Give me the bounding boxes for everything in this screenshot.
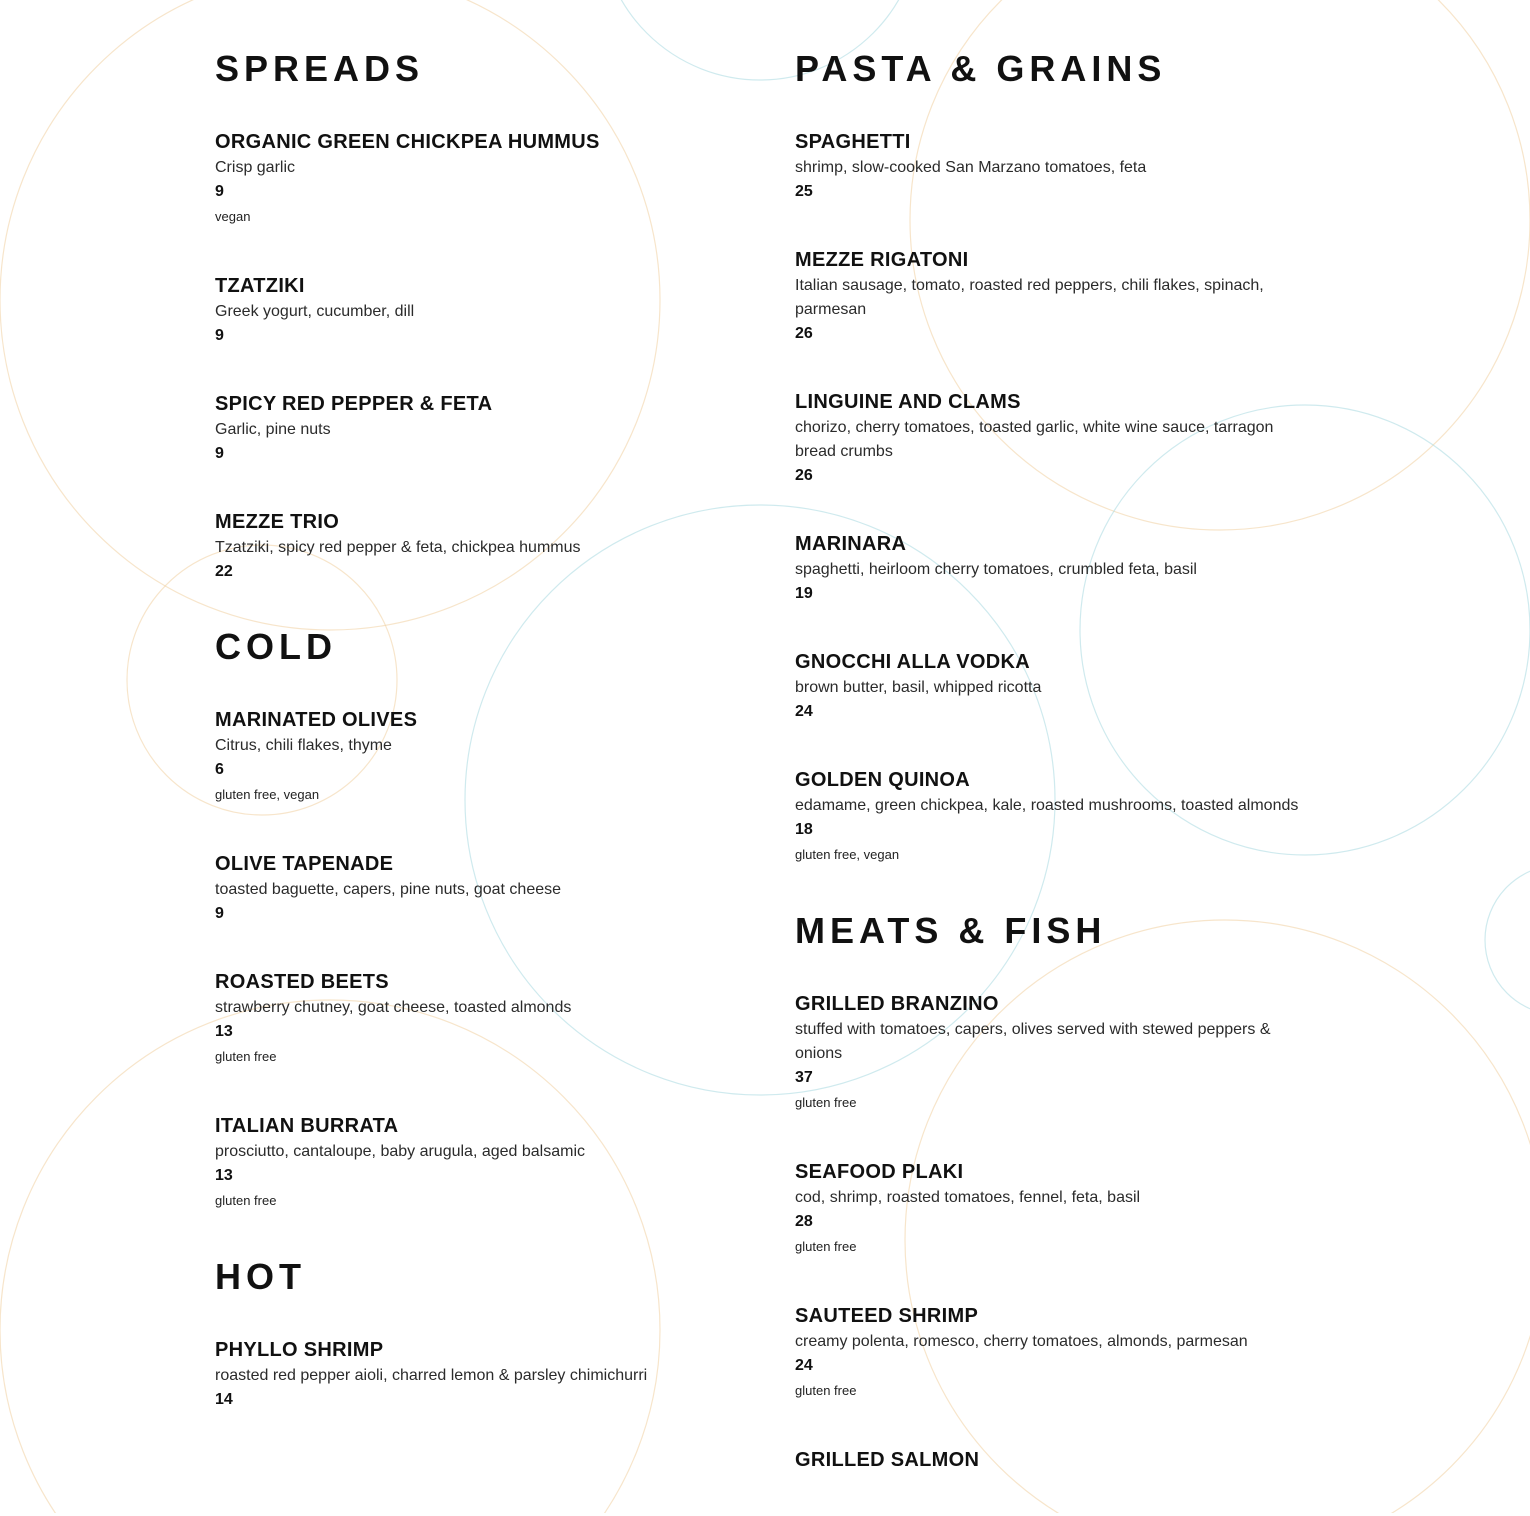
decor-circle xyxy=(1485,865,1530,1015)
menu-item xyxy=(215,1112,715,1214)
menu-item-description: cod, shrimp, roasted tomatoes, fennel, feta, basil xyxy=(795,1189,1141,1206)
menu-item xyxy=(215,508,715,584)
menu-item-name: SEAFOOD PLAKI xyxy=(795,1161,964,1183)
menu-item-description: Italian sausage, tomato, roasted red peppers, chili flakes, spinach, parmesan xyxy=(795,277,1264,318)
menu-item-name: ORGANIC GREEN CHICKPEA HUMMUS xyxy=(215,131,600,153)
menu-item-description: Garlic, pine nuts xyxy=(215,421,331,438)
menu-item xyxy=(215,272,715,348)
menu-item-price: 6 xyxy=(215,761,224,778)
menu-item-price: 9 xyxy=(215,327,224,344)
menu-item-description: Crisp garlic xyxy=(215,159,296,176)
section-title: HOT xyxy=(215,1256,306,1297)
menu-item-price: 14 xyxy=(215,1391,233,1408)
menu-item-description: strawberry chutney, goat cheese, toasted almonds xyxy=(215,999,572,1016)
menu-item-name: MEZZE TRIO xyxy=(215,511,340,533)
menu-item-price: 19 xyxy=(795,585,813,602)
menu-item-description: shrimp, slow-cooked San Marzano tomatoes, feta xyxy=(795,159,1147,176)
menu-item-description: Tzatziki, spicy red pepper & feta, chickpea hummus xyxy=(215,539,581,556)
menu-item-list xyxy=(795,128,1315,868)
menu-section xyxy=(215,48,715,584)
menu-item-price: 25 xyxy=(795,183,813,200)
menu-item-description: toasted baguette, capers, pine nuts, goat cheese xyxy=(215,881,562,898)
menu-item-name: SAUTEED SHRIMP xyxy=(795,1305,979,1327)
section-title: MEATS & FISH xyxy=(795,910,1107,951)
menu-item-description: roasted red pepper aioli, charred lemon & parsley chimichurri xyxy=(215,1367,648,1384)
menu-item-name: ROASTED BEETS xyxy=(215,971,389,993)
menu-item xyxy=(215,1336,715,1412)
menu-item-name: GOLDEN QUINOA xyxy=(795,769,971,791)
menu-item-name: MARINATED OLIVES xyxy=(215,709,418,731)
menu-item-description: Citrus, chili flakes, thyme xyxy=(215,737,392,754)
menu-item-description: stuffed with tomatoes, capers, olives served with stewed peppers & onions xyxy=(795,1021,1271,1062)
menu-item xyxy=(795,128,1315,204)
menu-item-price: 26 xyxy=(795,467,813,484)
menu-item-list xyxy=(795,990,1315,1474)
menu-item-price: 37 xyxy=(795,1069,813,1086)
menu-item-price: 9 xyxy=(215,183,224,200)
section-title: SPREADS xyxy=(215,48,425,89)
menu-section xyxy=(215,1256,715,1412)
menu-item xyxy=(795,990,1315,1116)
menu-item-description: Greek yogurt, cucumber, dill xyxy=(215,303,415,320)
menu-item-description: creamy polenta, romesco, cherry tomatoes, almonds, parmesan xyxy=(795,1333,1248,1350)
menu-item xyxy=(215,968,715,1070)
menu-item-name: PHYLLO SHRIMP xyxy=(215,1339,384,1361)
menu-item xyxy=(795,648,1315,724)
menu-item-name: ITALIAN BURRATA xyxy=(215,1115,399,1137)
menu-item-name: LINGUINE AND CLAMS xyxy=(795,391,1021,413)
menu-item xyxy=(215,850,715,926)
menu-item-list xyxy=(215,1336,715,1412)
menu-item-name: SPAGHETTI xyxy=(795,131,911,153)
menu-item xyxy=(215,706,715,808)
section-title: PASTA & GRAINS xyxy=(795,48,1167,89)
menu-item-dietary-tags: gluten free xyxy=(795,1095,857,1110)
menu-item-dietary-tags: gluten free, vegan xyxy=(795,847,900,862)
menu-item-dietary-tags: gluten free xyxy=(795,1383,857,1398)
menu-item-list xyxy=(215,706,715,1214)
menu-item-name: TZATZIKI xyxy=(215,275,305,297)
menu-item-price: 26 xyxy=(795,325,813,342)
menu-item-dietary-tags: vegan xyxy=(215,209,251,224)
menu-item xyxy=(795,246,1315,346)
menu-item-list xyxy=(215,128,715,584)
menu-item-name: MARINARA xyxy=(795,533,907,555)
menu-item-description: chorizo, cherry tomatoes, toasted garlic, white wine sauce, tarragon bread crumbs xyxy=(795,419,1274,460)
menu-item-price: 13 xyxy=(215,1023,233,1040)
menu-item xyxy=(795,1446,1315,1474)
menu-item-name: GNOCCHI ALLA VODKA xyxy=(795,651,1031,673)
menu-section xyxy=(795,910,1315,1474)
menu-item-name: MEZZE RIGATONI xyxy=(795,249,969,271)
menu-item-dietary-tags: gluten free xyxy=(795,1239,857,1254)
menu-item xyxy=(215,128,715,230)
menu-item-price: 28 xyxy=(795,1213,813,1230)
menu-item-dietary-tags: gluten free xyxy=(215,1193,277,1208)
menu-item-dietary-tags: gluten free xyxy=(215,1049,277,1064)
menu-section xyxy=(795,48,1315,868)
menu-item xyxy=(795,1158,1315,1260)
menu-item-price: 9 xyxy=(215,445,224,462)
menu-item-description: brown butter, basil, whipped ricotta xyxy=(795,679,1042,696)
menu-item-dietary-tags: gluten free, vegan xyxy=(215,787,320,802)
menu-item xyxy=(215,390,715,466)
menu-item-description: prosciutto, cantaloupe, baby arugula, aged balsamic xyxy=(215,1143,586,1160)
menu-item-description: spaghetti, heirloom cherry tomatoes, crumbled feta, basil xyxy=(795,561,1197,578)
menu-item-price: 24 xyxy=(795,1357,813,1374)
menu-column-right xyxy=(795,48,1315,1516)
menu-item-name: GRILLED SALMON xyxy=(795,1449,980,1471)
menu-item-name: SPICY RED PEPPER & FETA xyxy=(215,393,493,415)
menu-item-price: 18 xyxy=(795,821,813,838)
menu-item-price: 24 xyxy=(795,703,813,720)
menu-item-name: OLIVE TAPENADE xyxy=(215,853,394,875)
menu-item-name: GRILLED BRANZINO xyxy=(795,993,999,1015)
menu-item xyxy=(795,766,1315,868)
menu-item xyxy=(795,388,1315,488)
menu-item-price: 22 xyxy=(215,563,233,580)
section-title: COLD xyxy=(215,626,337,667)
menu-item-price: 9 xyxy=(215,905,224,922)
menu-item xyxy=(795,530,1315,606)
menu-item xyxy=(795,1302,1315,1404)
menu-item-description: edamame, green chickpea, kale, roasted mushrooms, toasted almonds xyxy=(795,797,1299,814)
menu-column-left xyxy=(215,48,715,1454)
menu-item-price: 13 xyxy=(215,1167,233,1184)
menu-section xyxy=(215,626,715,1214)
